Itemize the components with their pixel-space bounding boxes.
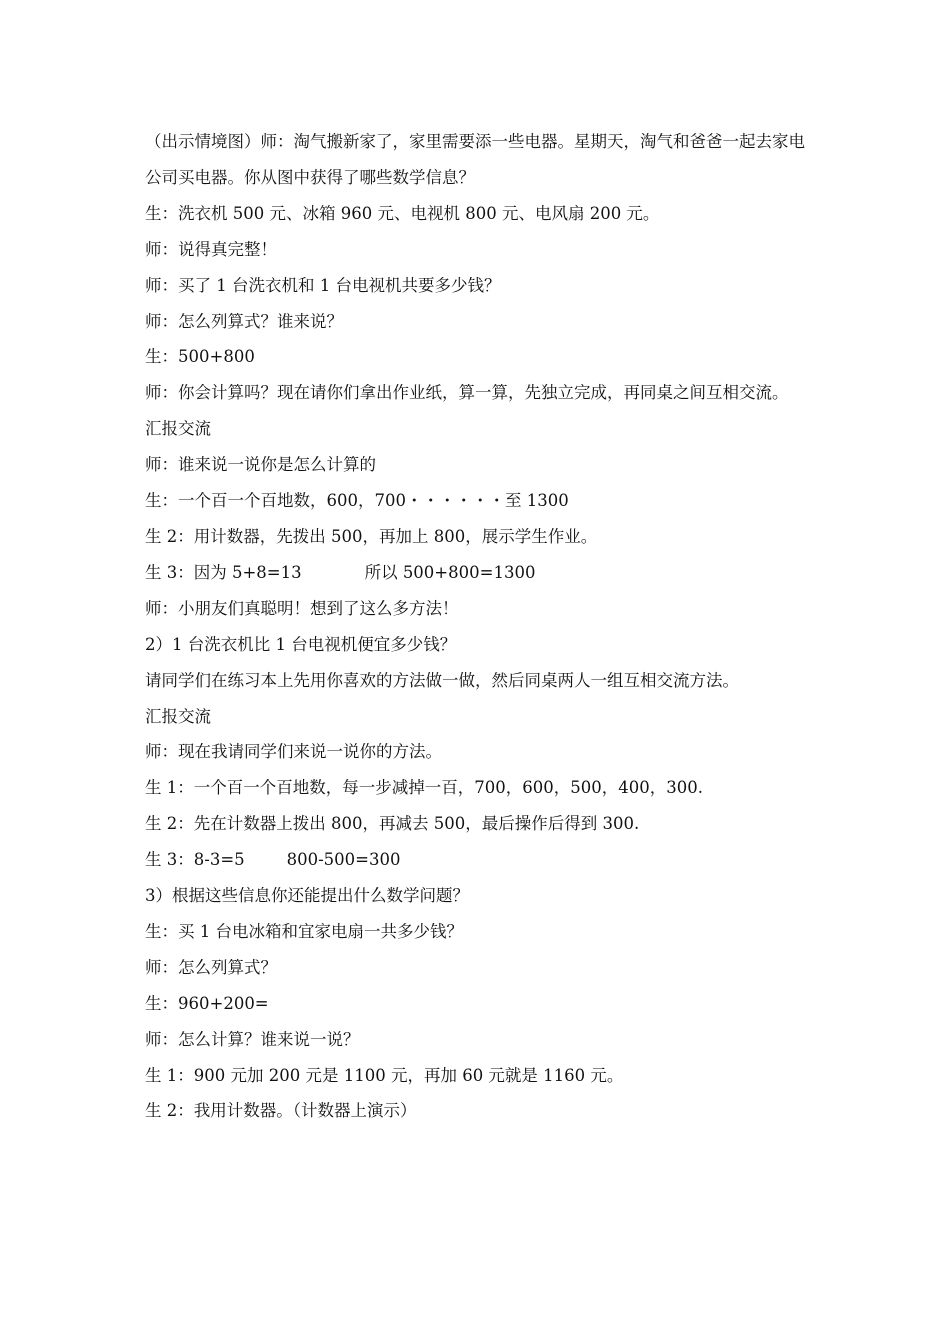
paragraph-teacher-ask-method: 师：谁来说一说你是怎么计算的: [145, 455, 376, 475]
paragraph-student-count: 生：一个百一个百地数，600，700・・・・・・至 1300: [145, 491, 569, 511]
paragraph-teacher-praise-2: 师：小朋友们真聪明！想到了这么多方法！: [145, 598, 459, 618]
paragraph-intro: （出示情境图）师：淘气搬新家了，家里需要添一些电器。星期天，淘气和爸爸一起去家电公司买电器。你从图中获得了哪些数学信息？: [145, 132, 805, 187]
paragraph-question-2: 2）1 台洗衣机比 1 台电视机便宜多少钱？: [145, 634, 457, 654]
paragraph-student-3-calc: 生 3：因为 5+8=13 所以 500+800=1300: [145, 562, 536, 582]
paragraph-teacher-instruction: 师：你会计算吗？现在请你们拿出作业纸，算一算，先独立完成，再同桌之间互相交流。: [145, 383, 789, 403]
paragraph-student-2-abacus-demo: 生 2：我用计数器。（计数器上演示）: [145, 1101, 417, 1121]
paragraph-student-new-question: 生：买 1 台电冰箱和宜家电扇一共多少钱？: [145, 921, 463, 941]
paragraph-student-1-subtract: 生 1：一个百一个百地数，每一步减掉一百，700，600，500，400，300.: [145, 778, 703, 798]
paragraph-student-2-abacus: 生 2：用计数器，先拨出 500，再加上 800，展示学生作业。: [145, 526, 598, 546]
paragraph-teacher-ask-formula: 师：怎么列算式？谁来说？: [145, 311, 343, 331]
paragraph-teacher-invite: 师：现在我请同学们来说一说你的方法。: [145, 742, 442, 762]
paragraph-student-1-add: 生 1：900 元加 200 元是 1100 元，再加 60 元就是 1160 元。: [145, 1065, 624, 1085]
paragraph-practice-instruction: 请同学们在练习本上先用你喜欢的方法做一做，然后同桌两人一组互相交流方法。: [145, 670, 739, 690]
paragraph-report-heading-1: 汇报交流: [145, 419, 211, 439]
paragraph-student-2-subtract: 生 2：先在计数器上拨出 800，再减去 500，最后操作后得到 300.: [145, 814, 640, 834]
paragraph-teacher-ask-formula-2: 师：怎么列算式？: [145, 957, 277, 977]
paragraph-student-3-subtract: 生 3：8-3=5 800-500=300: [145, 850, 401, 870]
paragraph-teacher-ask-calc: 师：怎么计算？谁来说一说？: [145, 1029, 360, 1049]
paragraph-question-3: 3）根据这些信息你还能提出什么数学问题？: [145, 886, 469, 906]
paragraph-student-formula-2: 生：960+200=: [145, 993, 269, 1013]
document-body: [145, 124, 815, 1129]
paragraph-report-heading-2: 汇报交流: [145, 706, 211, 726]
paragraph-teacher-praise: 师：说得真完整！: [145, 239, 277, 259]
paragraph-question-1: 师：买了 1 台洗衣机和 1 台电视机共要多少钱？: [145, 275, 501, 295]
paragraph-student-formula: 生：500+800: [145, 347, 255, 367]
paragraph-student-info: 生：洗衣机 500 元、冰箱 960 元、电视机 800 元、电风扇 200 元。: [145, 203, 660, 223]
